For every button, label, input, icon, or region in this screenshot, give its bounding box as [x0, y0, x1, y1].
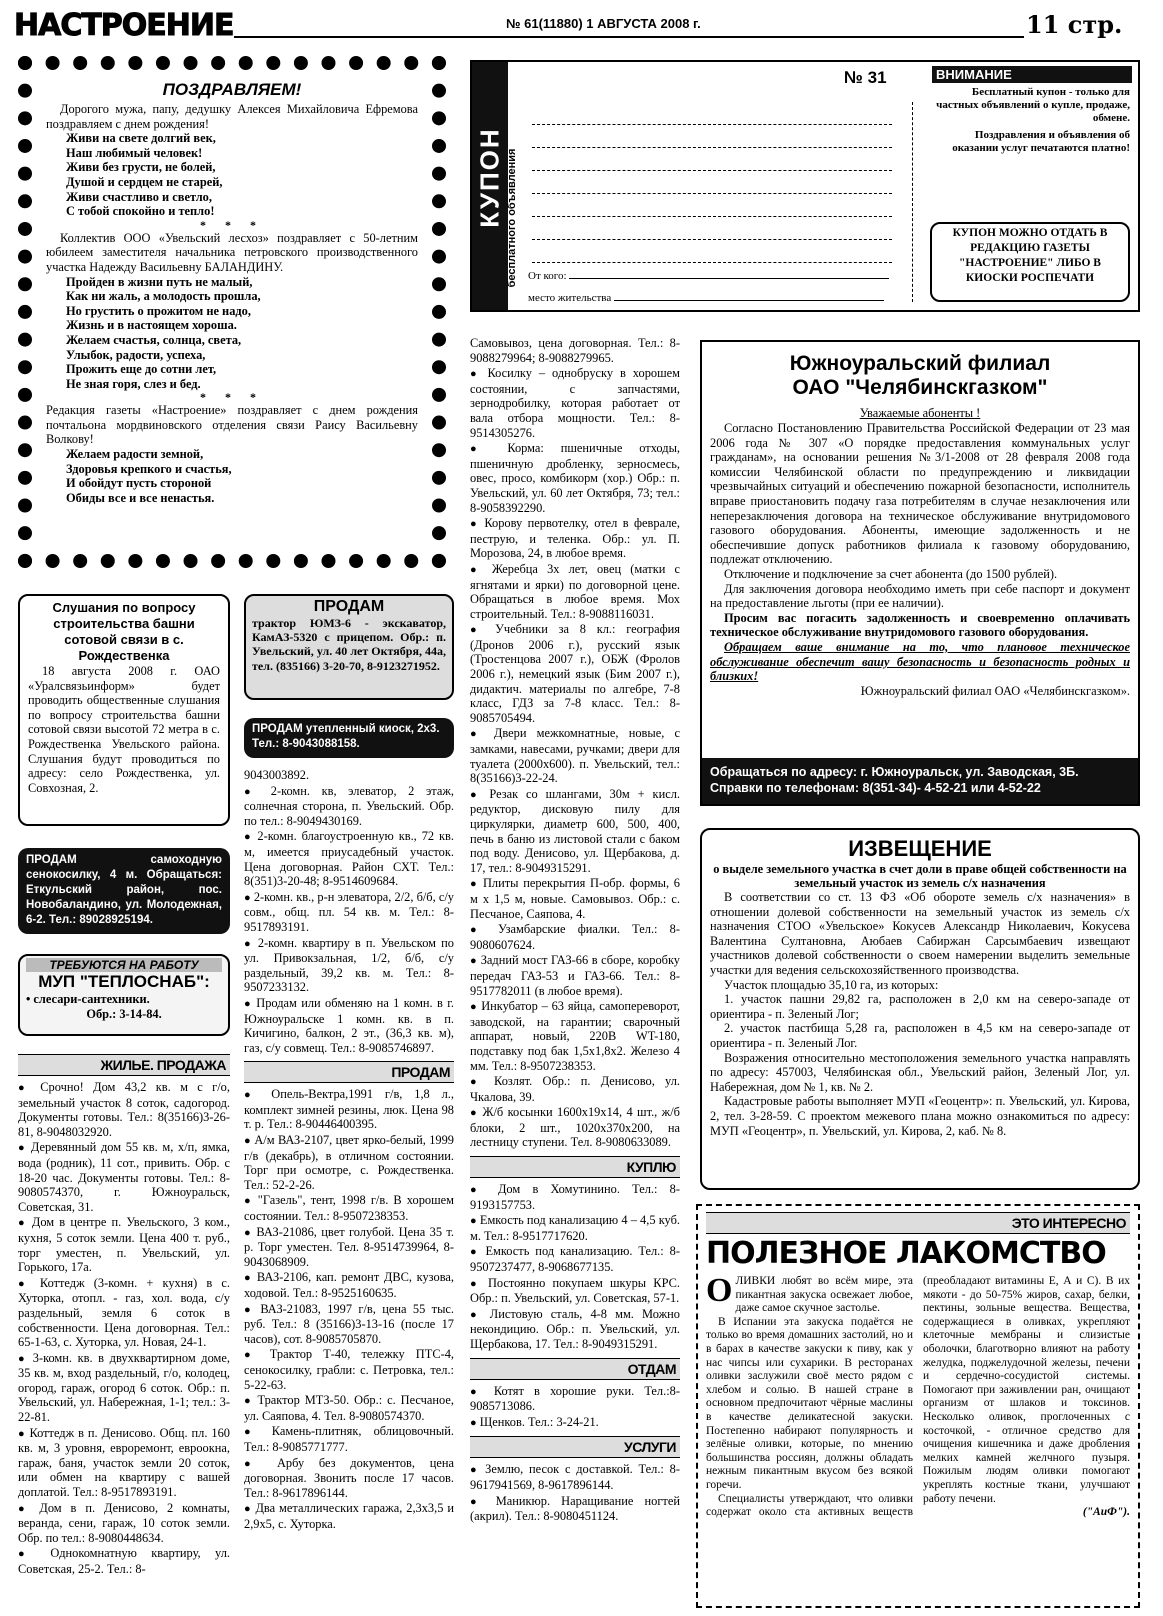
list-item: 9043003892. — [244, 768, 310, 782]
coupon-vertical-dash — [912, 102, 913, 302]
list-item: ● Коттедж в п. Денисово. Общ. пл. 160 кв. м, 3 уровня, евроремонт, евроокна, гараж, баня, участок земли 20 соток, или обмен на квартиру с вашей доплатой. Тел.: 8-9517893191. — [18, 1425, 230, 1500]
land-notice — [700, 828, 1140, 1190]
list-item: ● Узамбарские фиалки. Тел.: 8-9080607624. — [470, 922, 681, 952]
list-item: ● Двери межкомнатные, новые, с замками, навесами, ручками; двери для туалета (2000х600). п. Увельский, тел.: 8(35166)3-22-24. — [470, 726, 680, 786]
notice-list-item: 2. участок пастбища 5,28 га, расположен в 4,5 км на северо-западе от ориентира - п. Зеленый Лог. — [710, 1021, 1130, 1050]
coupon-line[interactable] — [532, 171, 892, 194]
list-item: ● Корма: пшеничные отходы, пшеничную дробленку, зерносмесь, овес, просо, комбикорм (хор.) Обр.: п. Увельский, ул. 60 лет Октября, 73; тел.: 8-9058392290. — [470, 441, 680, 515]
teplosnab-ad — [18, 954, 230, 1036]
list-item: ● Два металлических гаража, 2,3х3,5 и 2,9х5, с. Хуторка. — [244, 1501, 454, 1531]
poem-1 — [46, 131, 418, 219]
coupon-where: КУПОН МОЖНО ОТДАТЬ В РЕДАКЦИЮ ГАЗЕТЫ "НАСТРОЕНИЕ" ЛИБО В КИОСКИ РОСПЕЧАТИ — [930, 222, 1130, 302]
list-item: ● ВАЗ-21083, 1997 г/в, цена 55 тыс. руб. Тел.: 8 (35166)3-13-16 (после 17 часов), сот. 8-9085705870. — [244, 1301, 454, 1346]
list-item: ● Камень-плитняк, облицовочный. Тел.: 8-9085771777. — [244, 1424, 454, 1454]
from-field[interactable] — [569, 278, 889, 279]
col2-list — [244, 768, 454, 1533]
gazcom-title-1: Южноуральский филиал — [789, 352, 1051, 375]
tractor-ad — [244, 594, 454, 700]
coupon-line[interactable] — [532, 102, 892, 125]
list-item: ● Задний мост ГАЗ-66 в сборе, коробку передач ГАЗ-53 и ГАЗ-66. Тел.: 8-9517782011 (в любое время). — [470, 953, 680, 998]
notice-paragraph: Участок площадью 35,10 га, из которых: — [724, 977, 939, 992]
list-item: ● Постоянно покупаем шкуры КРС. Обр.: п. Увельский, ул. Советская, 57-1. — [470, 1275, 680, 1306]
housing-list — [18, 1080, 230, 1578]
list-item: ● Срочно! Дом 43,2 кв. м с г/о, земельный участок 8 соток, садогород. Документы готовы. Тел.: 8(35166)3-26-81, 8-9048032920. — [18, 1080, 230, 1139]
list-item: ● Инкубатор – 63 яйца, самопереворот, заводской, на гарантии; сварочный аппарат, новый, 220В WT-180, подставку под бак 1,5х1,8х2. Железо 4 мм. Тел.: 8-9507238353. — [470, 999, 680, 1073]
notice-subtitle: о выделе земельного участка в счет доли в праве общей собственности на земельный участок из земель с/х назначения — [713, 862, 1127, 890]
gazcom-title-2: ОАО "Челябинскгазком" — [792, 376, 1048, 399]
poem-line: Живи счастливо и светло, — [66, 189, 212, 204]
coupon-number: № 31 — [844, 68, 887, 87]
list-item: ● Опель-Вектра,1991 г/в, 1,8 л., комплект зимней резины, люк. Цена 98 т. р. Тел.: 8-90446400395. — [244, 1087, 454, 1132]
issue-info: № 61(11880) 1 АВГУСТА 2008 г. — [502, 16, 705, 31]
poem-line: Улыбок, радости, успеха, — [66, 347, 206, 362]
list-item: Самовывоз, цена договорная. Тел.: 8-9088279964; 8-9088279965. — [470, 336, 680, 365]
gazcom-paragraph: Для заключения договора необходимо иметь при себе паспорт и документ на предоставление льготы (при ее наличии). — [710, 581, 1130, 611]
list-item: ● Трактор МТЗ-50. Обр.: с. Песчаное, ул. Саяпова, 4. Тел. 8-9080574370. — [244, 1393, 454, 1423]
notice-paragraph: Возражения относительно местоположения земельного участка направлять по адресу: 457003, Челябинская обл., Увельский район, Зеленый Лог, ул. Набережная, дом № 1, кв. № 2. — [710, 1050, 1130, 1094]
attention-text — [934, 86, 1130, 155]
newspaper-title: НАСТРОЕНИЕ — [14, 8, 234, 43]
list-item: ● Емкость под канализацию. Тел.: 8-9507237477, 8-9068677135. — [470, 1244, 680, 1275]
olives-article — [696, 1204, 1140, 1608]
article-paragraph: ЛИВКИ любят во всём мире, эта пикантная закуска освежает любое, даже самое скучное застолье. — [735, 1275, 913, 1315]
ad-text: трактор ЮМЗ-6 - экскаватор, КамАЗ-5320 с прицепом. Обр.: п. Увельский, ул. 40 лет Октября, 44а, тел. (835166) 3-20-70, 8-9123271952. — [252, 616, 446, 673]
coupon-block — [470, 60, 1140, 312]
coupon-side-title — [472, 62, 508, 310]
poem-line: Но грустить о прожитом не надо, — [66, 303, 251, 318]
notice-list-item: 1. участок пашни 29,82 га, расположен в 2,0 км на северо-западе от ориентира - п. Зеленый Лог; — [710, 992, 1130, 1021]
list-item: ● ВАЗ-2106, кап. ремонт ДВС, кузова, ходовой. Тел.: 8-9525160635. — [244, 1270, 454, 1300]
attention-title: ВНИМАНИЕ — [932, 66, 1132, 83]
list-item: ● А/м ВАЗ-2107, цвет ярко-белый, 1999 г/в (декабрь), в отличном состоянии. Торг при осмотре, с. Рождественка. Тел.: 52-2-26. — [244, 1133, 454, 1192]
poem-3 — [46, 447, 418, 505]
congrats-intro-3: Редакция газеты «Настроение» поздравляет с днем рождения почтальона мордвиновского отделения связи Раису Васильевну Волкову! — [46, 403, 418, 447]
rubric-sell: ПРОДАМ — [244, 1061, 454, 1083]
from-label: От кого: — [528, 270, 567, 282]
poem-line: Наш любимый человек! — [66, 145, 203, 160]
hearing-title: Слушания по вопросу строительства башни сотовой связи в с. Рождественка — [52, 600, 196, 663]
list-item: ● ВАЗ-21086, цвет голубой. Цена 35 т. р. Торг уместен. Тел. 8-9514739964, 8-9043068909. — [244, 1224, 454, 1269]
poem-2 — [46, 275, 418, 392]
coupon-line[interactable] — [532, 125, 892, 148]
list-item: ● Щенков. Тел.: 3-24-21. — [470, 1414, 599, 1429]
list-item: ● Землю, песок с доставкой. Тел.: 8-9617941569, 8-9617896144. — [470, 1462, 680, 1492]
gazcom-paragraph: Обращаем ваше внимание на то, что плановое техническое обслуживание обеспечит вашу безопасность и безопасность родных и близких! — [710, 639, 1130, 684]
congrats-intro-2: Коллектив ООО «Увельский лесхоз» поздравляет с 50-летним юбилеем заместителя начальника петровского производственного участка Надежду Васильевну БАЛАНДИНУ. — [46, 230, 418, 274]
residence-field[interactable] — [614, 300, 884, 301]
jobs-heading: ТРЕБУЮТСЯ НА РАБОТУ — [26, 958, 222, 972]
list-item: ● 2-комн. кв, элеватор, 2 этаж, солнечная сторона, п. Увельский. Обр. по тел.: 8-9049430169. — [244, 783, 454, 828]
list-item: ● Продам или обменяю на 1 комн. в г. Южноуральске 1 комн. кв. в п. Кичигино, балкон, 2 эт., (36,3 кв. м), газ, с/у совмещ. Тел.: 8-9085746897. — [244, 995, 454, 1055]
list-item: ● Резак со шлангами, 30м + кисл. редуктор, дисковую пилу для циркулярки, диаметр 600, 500, 400, печь в баню из листовой стали с баком под воду. Денисово, ул. Щербакова, д. 17, тел.: 8-9049315291. — [470, 786, 680, 875]
list-item: ● "Газель", тент, 1998 г/в. В хорошем состоянии. Тел.: 8-9507238353. — [244, 1193, 454, 1224]
drop-cap: О — [706, 1272, 733, 1309]
rubric-buy: КУПЛЮ — [470, 1156, 680, 1178]
list-item: ● Листовую сталь, 4-8 мм. Можно некондицию. Обр.: п. Увельский, ул. Щербакова, 17. Тел.: 8-9049315291. — [470, 1306, 680, 1351]
list-item: ● Корову первотелку, отел в феврале, пеструю, и теленка. Обр.: ул. П. Морозова, 24, в любое время. — [470, 516, 680, 561]
job-title: • слесари-сантехники. — [26, 992, 150, 1006]
list-item: ● Учебники за 8 кл.: география (Дронов 2006 г.), русский язык (Тростенцова 2007 г.), ОБЖ (Фролов 2006 г.), немецкий язык (Бим 2007 г.), дидактич. материалы по алгебре, 7-8 класс, ГДЗ за 7-8 класс. Тел.: 8-9085705494. — [470, 622, 680, 725]
hearing-text: 18 августа 2008 г. ОАО «Уралсвязьинформ» будет проводить общественные слушания по вопросу строительства башни сотовой связи высотой 72 метра в с. Рождественка Увельского района. Слушания будут проводиться по адресу: село Рождественка, ул. Совхозная, 2. — [28, 664, 220, 795]
poem-line: Душой и сердцем не старей, — [66, 174, 223, 189]
list-item: ● 2-комн. благоустроенную кв., 72 кв. м, имеется приусадебный участок. Цена договорная. Район СХТ. Тел.: 8(351)3-20-48; 8-9514609684. — [244, 829, 454, 889]
gazcom-paragraph: Просим вас погасить задолженность и своевременно оплачивать техническое обслуживание внутридомового газового оборудования. — [710, 610, 1130, 640]
list-item: ● 2-комн. квартиру в п. Увельском по ул. Привокзальная, 1/2, б/б, с/у раздельный, 39,2 кв. м. Тел.: 8-9507233132. — [244, 935, 454, 995]
congratulations-block — [18, 56, 446, 568]
header-rule — [234, 36, 1024, 38]
combine-ad: ПРОДАМ самоходную сенокосилку, 4 м. Обращаться: Еткульский район, пос. Новобаландино, ул. Молодежная, 6-2. Тел.: 89028925194. — [18, 848, 230, 934]
poem-line: Желаем радости земной, — [66, 447, 204, 462]
list-item: ● Дом в п. Денисово, 2 комнаты, веранда, сени, гараж, 10 соток земли. Обр. по тел.: 8-9080448634. — [18, 1500, 230, 1545]
list-item: ● Емкость под канализацию 4 – 4,5 куб. м. Тел.: 8-9517717620. — [470, 1213, 680, 1243]
poem-line: Живи без грусти, не болей, — [66, 160, 216, 175]
list-item: ● Однокомнатную квартиру, ул. Советская, 25-2. Тел.: 8- — [18, 1546, 230, 1576]
list-item: ● Трактор Т-40, тележку ПТС-4, сенокосилку, грабли: с. Петровка, тел.: 5-22-63. — [244, 1347, 454, 1392]
article-title: ПОЛЕЗНОЕ ЛАКОМСТВО — [706, 1236, 1106, 1271]
list-item: ● Коттедж (3-комн. + кухня) в с. Хуторка, отопл. - газ, хол. вода, с/у раздельный, земля 6 соток в собственности. Цена договорная. Тел.: 65-1-63, с. Хуторка, ул. Новая, 24-1. — [18, 1275, 230, 1350]
notice-title: ИЗВЕЩЕНИЕ — [848, 836, 992, 861]
list-item: ● 3-комн. кв. в двухквартирном доме, 35 кв. м, вход раздельный, г/о, колодец, огород, гараж, огород 6 соток. Обр.: п. Увельский, ул. Набережная, 1-1; тел.: 3-22-81. — [18, 1350, 230, 1425]
rubric-give: ОТДАМ — [470, 1358, 680, 1380]
list-item: ● Косилку – однобруску в хорошем состоянии, с запчастями, зернодробилку, которая работает от вала отбора мощности. Тел.: 8-9514305276. — [470, 366, 680, 440]
coupon-from-row — [528, 270, 898, 282]
list-item: ● Дом в центре п. Увельского, 3 ком., кухня, 5 соток земли. Цена 400 т. руб., торг уместен, п. Увельский, ул. Горького, 17а. — [18, 1215, 230, 1275]
poem-line: С тобой спокойно и тепло! — [66, 204, 215, 219]
list-item: ● Дом в Хомутинино. Тел.: 8-9193157753. — [470, 1182, 680, 1212]
hearing-announcement — [18, 594, 230, 826]
coupon-line[interactable] — [532, 148, 892, 171]
coupon-residence-row — [528, 292, 898, 304]
poem-line: И обойдут пусть стороной — [66, 476, 212, 491]
poem-line: Как ни жаль, а молодость прошла, — [66, 289, 261, 304]
coupon-side-subtitle: бесплатного объявления — [506, 148, 518, 288]
article-source: ("АиФ"). — [1082, 1506, 1130, 1519]
rubric-housing: ЖИЛЬЕ. ПРОДАЖА — [18, 1054, 230, 1076]
gazcom-greeting: Уважаемые абоненты ! — [859, 406, 981, 420]
gazcom-paragraph: Согласно Постановлению Правительства Российской Федерации от 23 мая 2006 года № 307 «О порядке предоставления коммунальных услуг гражданам», на основании решения №3/1-2008 от 28 февраля 2008 года комиссии Челябинской области по предупреждению и ликвидации чрезвычайных ситуаций и обеспечению пожарной безопасности, исполнитель вправе приостановить подачу газа потребителям в случае незаключения или неперезаключения договора на техническое обслуживание внутридомового газового оборудования. Абоненты, имеющие задолженность и не обеспечившие допуск работников филиала к газовому оборудованию, подлежат отключению. — [710, 421, 1130, 567]
coupon-line[interactable] — [532, 217, 892, 240]
separator-stars: * * * — [200, 390, 264, 405]
list-item: ● Деревянный дом 55 кв. м, х/п, ямка, вода (родник), 11 сот., привить. Обр. с 18-20 час. Документы готовы. Тел.: 8-9080574370, г. Южноуральск, Советская, 31. — [18, 1140, 230, 1214]
poem-line: Прожить еще до сотни лет, — [66, 362, 217, 377]
poem-line: Обиды все и все ненастья. — [66, 490, 215, 505]
congrats-intro-1: Дорогого мужа, папу, дедушку Алексея Михайловича Ефремова поздравляем с днем рождения! — [46, 102, 418, 131]
coupon-line[interactable] — [532, 240, 892, 263]
company-name: МУП "ТЕПЛОСНАБ": — [38, 972, 210, 991]
residence-label: место жительства — [528, 292, 612, 304]
poem-line: Жизнь и в настоящем хороша. — [66, 318, 237, 333]
congrats-title: ПОЗДРАВЛЯЕМ! — [162, 80, 302, 99]
list-item: ● 2-комн. кв., р-н элеватора, 2/2, б/б, с/у совм., общ. пл. 54 кв. м. Тел.: 8-9517893191. — [244, 889, 454, 934]
page-number: 11 стр. — [1026, 10, 1123, 39]
coupon-line[interactable] — [532, 194, 892, 217]
rubric-services: УСЛУГИ — [470, 1436, 680, 1458]
list-item: ● Плиты перекрытия П-обр. формы, 6 м х 1,5 м, новые. Самовывоз. Обр.: с. Песчаное, Саяпова, 4. — [470, 876, 680, 921]
list-item: ● Маникюр. Наращивание ногтей (акрил). Тел.: 8-9080451124. — [470, 1493, 680, 1524]
col3-list — [470, 336, 680, 1525]
list-item: ● Козлят. Обр.: п. Денисово, ул. Чкалова, 39. — [470, 1074, 680, 1104]
poem-line: Пройден в жизни путь не малый, — [66, 274, 253, 289]
article-paragraph: В Испании эта закуска подаётся не только во время домашних застолий, но и в барах в качестве закуски к пиву, как у нас чипсы или сухарики. В ресторанах оливки заслужили своё место рядом с хлебом и солью. В нашей стране в основном предпочитают чёрные маслины в качестве деликатесной закуски. Постепенно набирают популярность и зелёные оливки, которые, по мнению большинства россиян, должны обладать нежным пикантным вкусом без всякой горечи. — [706, 1315, 913, 1491]
list-item: ● Ж/б косынки 1600х19х14, 4 шт., ж/б блоки, 2 шт., 1020х370х200, на лестницу ступени. Тел. 8-9080633089. — [470, 1105, 680, 1150]
list-item: ● Жеребца 3х лет, овец (матки с ягнятами и ярки) по договорной цене. Обращаться в любое время. Мох строительный. Тел.: 8-9088116031. — [470, 561, 680, 621]
attention-text-2: Поздравления и объявления об оказании услуг печатаются платно! — [952, 129, 1130, 154]
poem-line: Желаем счастья, солнца, света, — [66, 332, 242, 347]
poem-line: Не зная горя, слез и бед. — [66, 376, 201, 391]
ad-title: ПРОДАМ — [313, 598, 385, 615]
poem-line: Живи на свете долгий век, — [66, 131, 216, 146]
coupon-side-label: КУПОН — [474, 127, 505, 228]
notice-paragraph: В соответствии со ст. 13 ФЗ «Об обороте земель с/х назначения» в отношении долевой собственности на земельный участок из земель с/х назначения СТОО «Увельское» Кокусев Александр Николаевич, Кокусева Валентина Султановна, Аюбаев Сабиржан Сарсымбаевич извещают участников долевой собственности о своем намерении выделить земельные участки для ведения сельскохозяйственного производства. — [710, 890, 1130, 977]
article-paragraph: Специалисты утверждают, что оливки содержат около ста активных веществ (преобладают витамины Е, А и С). В их мякоти - до 50-75% жиров, сахар, белки, пектины, зольные вещества. Вещества, содержащиеся в оливках, укрепляют клеточные мембраны и слизистые оболочки, благотворно влияют на работу желудка, поджелудочной железы, печени и сердечно-сосудистой системы. Помогают при заживлении ран, очищают организм от шлаков и токсинов. Несколько оливок, проглоченных с косточкой, - отличное средство для очищения кишечника и даже дробления мелких камней желчного пузыря. Пожилым людям оливки помогают укреплять костные ткани, улучшают работу печени. — [706, 1275, 1130, 1519]
gazcom-signature: Южноуральский филиал ОАО «Челябинскгазком». — [860, 683, 1130, 698]
list-item: ● Арбу без документов, цена договорная. Звонить после 17 часов. Тел.: 8-9617896144. — [244, 1455, 454, 1500]
gazcom-contact: Обращаться по адресу: г. Южноуральск, ул. Заводская, 3Б. Справки по телефонам: 8(351-34)- 4-52-21 или 4-52-22 — [702, 758, 1138, 804]
kiosk-ad: ПРОДАМ утепленный киоск, 2х3. Тел.: 8-9043088158. — [244, 718, 454, 758]
coupon-write-lines — [532, 102, 892, 262]
attention-text-1: Бесплатный купон - только для частных объявлений о купле, продаже, обмене. — [936, 86, 1130, 124]
gazcom-notice — [700, 340, 1140, 806]
poem-line: Здоровья крепкого и счастья, — [66, 461, 232, 476]
page-header — [14, 8, 1149, 44]
notice-paragraph: Кадастровые работы выполняет МУП «Геоцентр»: п. Увельский, ул. Кирова, 2, тел. 3-28-59. С проектом межевого плана можно ознакомиться по адресу: МУП «Геоцентр», п. Увельский, ул. Кирова, 2, каб. № 8. — [710, 1094, 1130, 1138]
list-item: ● Котят в хорошие руки. Тел.:8-9085713086. — [470, 1383, 680, 1414]
rubric-interesting: ЭТО ИНТЕРЕСНО — [706, 1212, 1130, 1234]
separator-stars: * * * — [200, 217, 264, 232]
job-contact: Обр.: 3-14-84. — [86, 1007, 162, 1021]
gazcom-paragraph: Отключение и подключение за счет абонента (до 1500 рублей). — [724, 566, 1058, 581]
